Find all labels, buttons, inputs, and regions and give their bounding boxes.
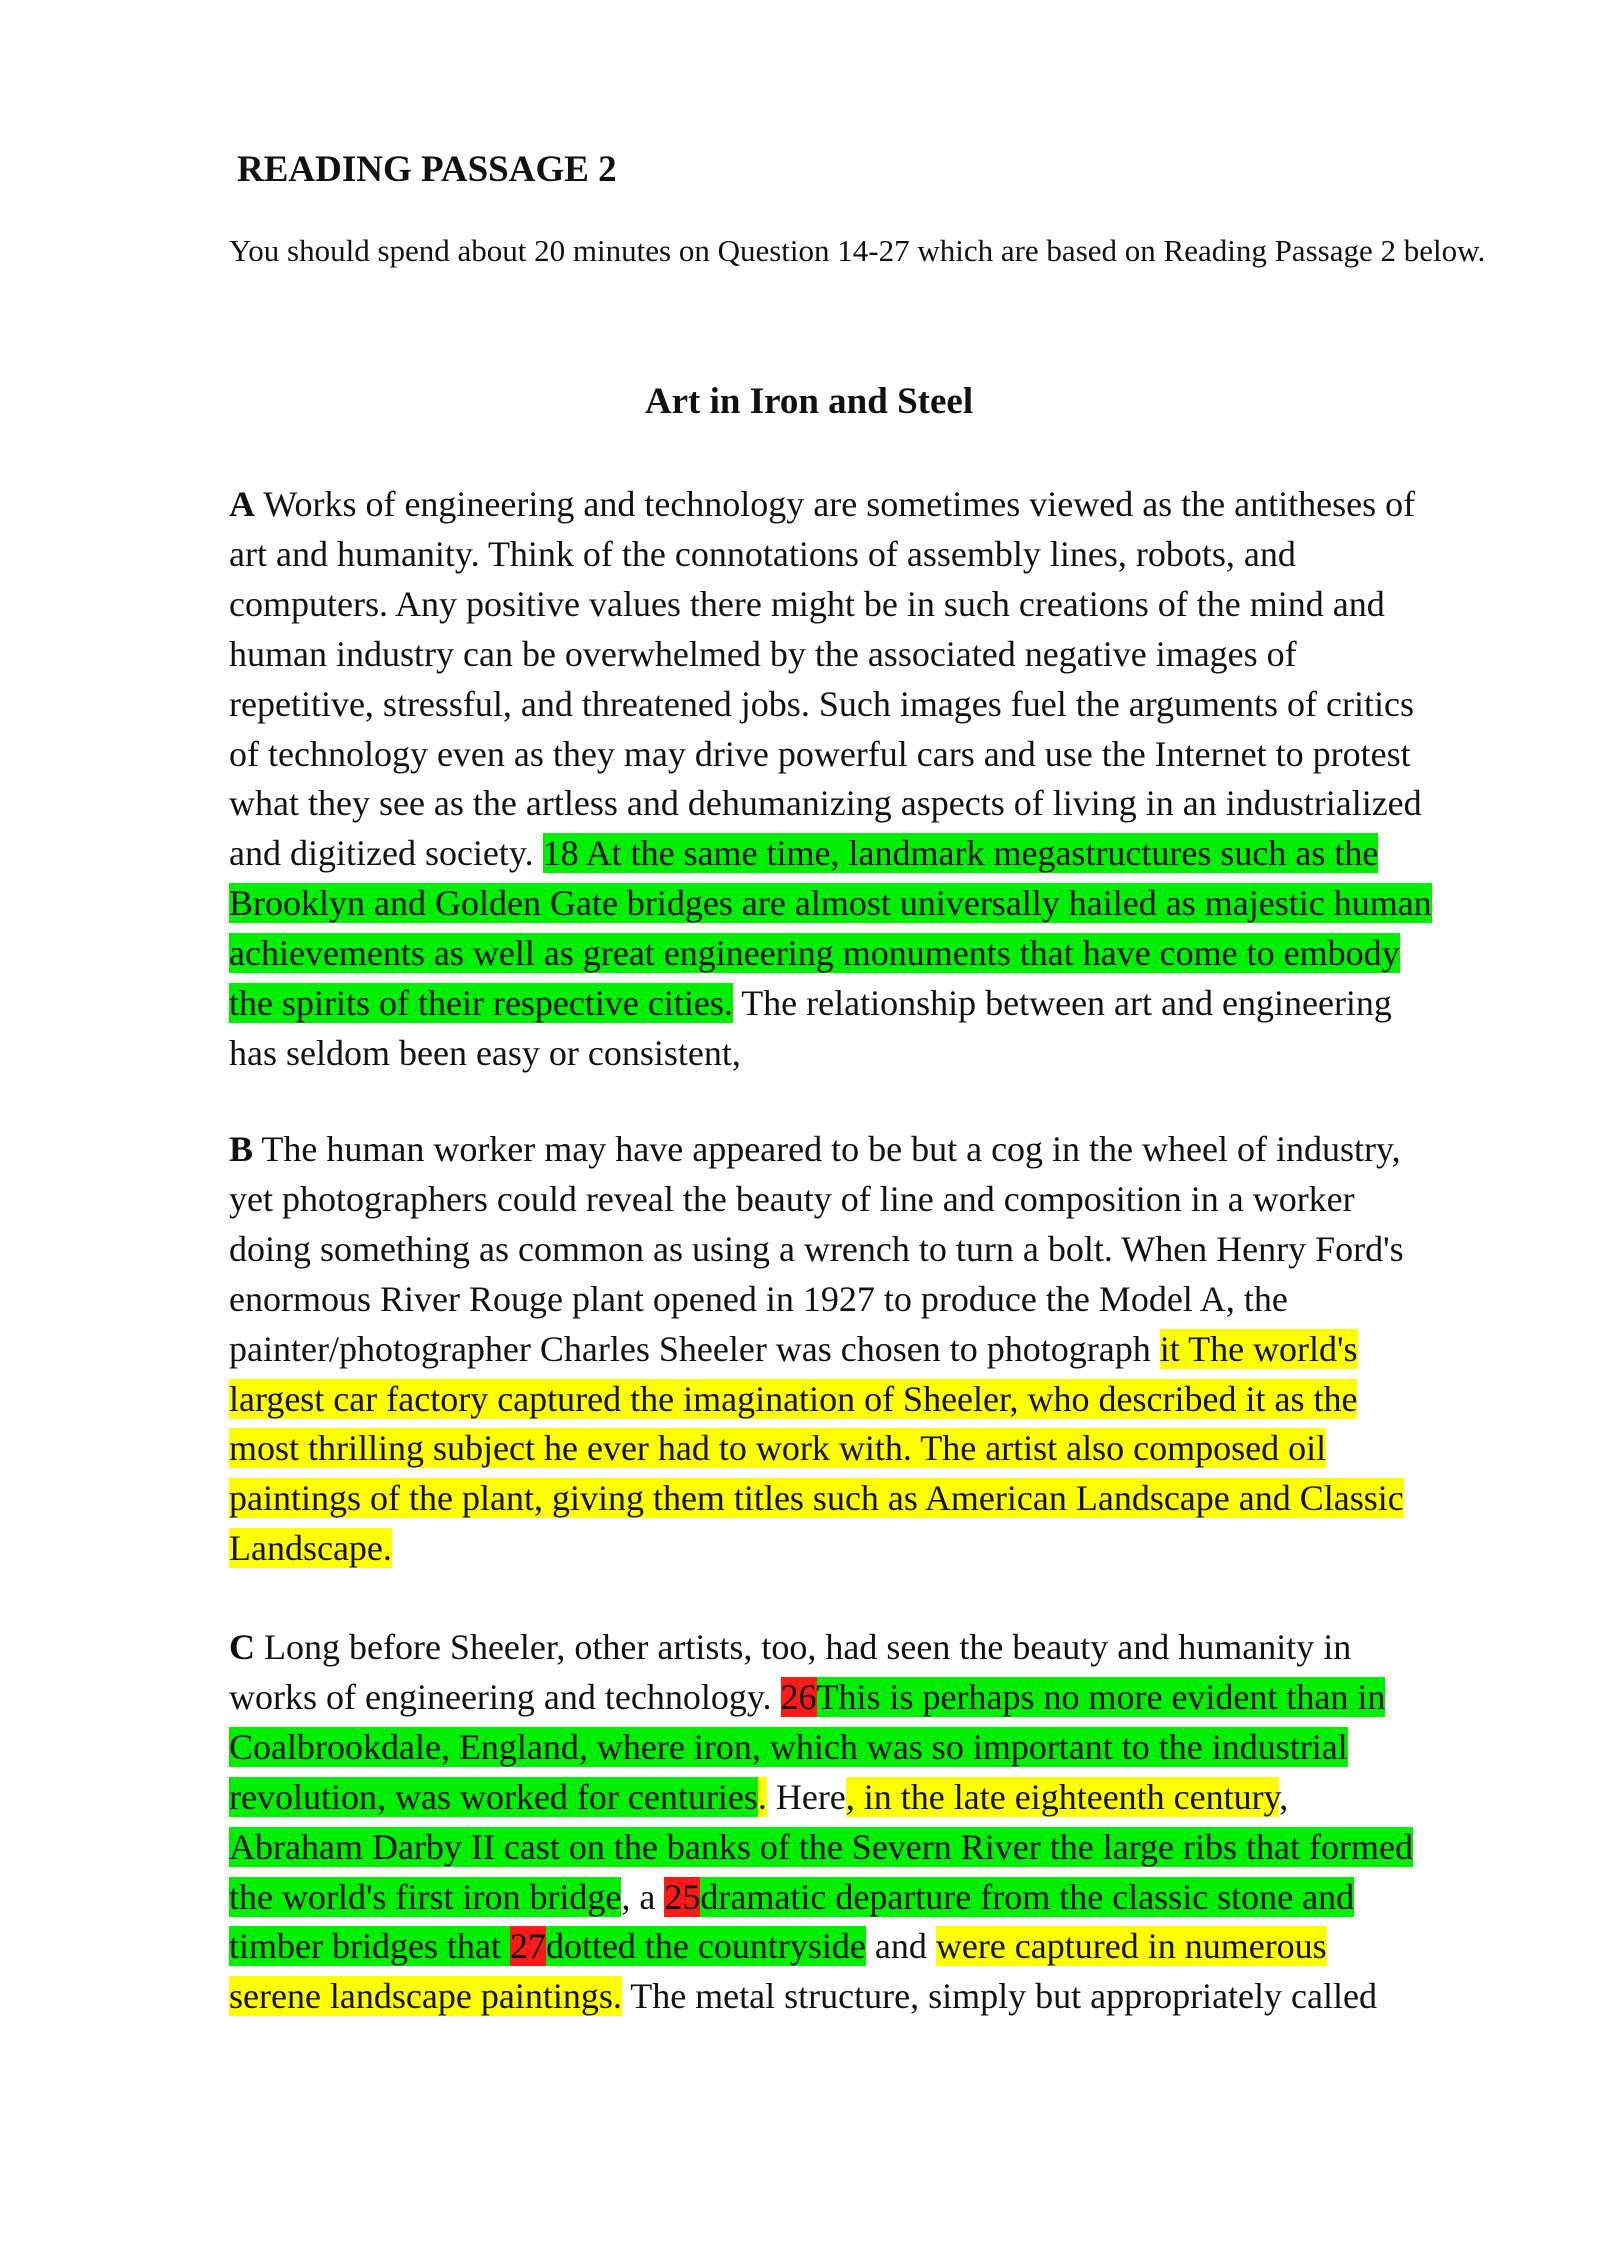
paragraph-line: Here [766, 1776, 846, 1817]
green-highlight: This is perhaps no more evident than in [816, 1676, 1386, 1717]
paragraph-line: and [865, 1926, 936, 1967]
paragraph-a [229, 480, 1519, 1079]
paragraph-line: Works of engineering and technology are sometimes viewed as the antitheses of [263, 484, 1416, 524]
paragraph-line: Long before Sheeler, other artists, too, had seen the beauty and humanity in [264, 1627, 1352, 1667]
paragraph-line: repetitive, stressful, and threatened jobs. Such images fuel the arguments of critics [229, 683, 1414, 724]
green-highlight: Abraham Darby II cast on the banks of the Severn River the large ribs that formed [229, 1826, 1413, 1867]
question-number-marker: 27 [509, 1926, 546, 1967]
green-highlight: dramatic departure from the classic stone and [700, 1876, 1355, 1917]
paragraph-line: doing something as common as using a wrench to turn a bolt. When Henry Ford's [229, 1228, 1404, 1269]
green-highlight: Coalbrookdale, England, where iron, which was so important to the industrial [229, 1726, 1348, 1767]
paragraph-line: of technology even as they may drive powerful cars and use the Internet to protest [229, 733, 1411, 774]
paragraph-line: yet photographers could reveal the beauty of line and composition in a worker [229, 1178, 1355, 1219]
green-highlight: the world's first iron bridge [229, 1876, 622, 1917]
green-highlight: 18 At the same time, landmark megastructures such as the [542, 833, 1379, 874]
paragraph-line: The relationship between art and engineering [732, 983, 1392, 1024]
instructions-text: You should spend about 20 minutes on Question 14-27 which are based on Reading Passage 2 below. [229, 233, 1486, 268]
paragraph-b [229, 1125, 1519, 1574]
paragraph-line: art and humanity. Think of the connotations of assembly lines, robots, and [229, 533, 1296, 574]
paragraph-line: , [1279, 1776, 1289, 1817]
yellow-highlight: it The world's [1159, 1328, 1358, 1369]
paragraph-line: what they see as the artless and dehumanizing aspects of living in an industrialized [229, 783, 1422, 824]
paragraph-line: painter/photographer Charles Sheeler was chosen to photograph [229, 1328, 1160, 1369]
paragraph-line: has seldom been easy or consistent, [229, 1032, 741, 1073]
green-highlight: revolution, was worked for centuries [229, 1776, 758, 1817]
yellow-highlight: were captured in numerous [935, 1926, 1327, 1967]
yellow-highlight: most thrilling subject he ever had to work with. The artist also composed oil [229, 1428, 1327, 1469]
paragraph-line: human industry can be overwhelmed by the associated negative images of [229, 633, 1297, 674]
paragraph-letter: C [229, 1627, 255, 1667]
green-highlight: the spirits of their respective cities. [229, 983, 733, 1024]
yellow-highlight: , in the late eighteenth century [845, 1776, 1280, 1817]
question-number-marker: 25 [664, 1876, 701, 1917]
yellow-highlight: . [757, 1776, 767, 1817]
section-heading: READING PASSAGE 2 [237, 149, 617, 190]
green-highlight: timber bridges that [229, 1926, 510, 1967]
yellow-highlight: paintings of the plant, giving them titles such as American Landscape and Classic [229, 1478, 1404, 1519]
paragraph-letter: B [229, 1129, 254, 1169]
paragraph-line: computers. Any positive values there might be in such creations of the mind and [229, 583, 1385, 624]
green-highlight: Brooklyn and Golden Gate bridges are almost universally hailed as majestic human [229, 883, 1432, 924]
paragraph-letter: A [229, 484, 255, 524]
yellow-highlight: largest car factory captured the imagination of Sheeler, who described it as the [229, 1378, 1358, 1419]
green-highlight: achievements as well as great engineering monuments that have come to embody [229, 933, 1400, 974]
green-highlight: dotted the countryside [545, 1926, 866, 1967]
paragraph-c [229, 1623, 1519, 2022]
paragraph-line: and digitized society. [229, 833, 543, 874]
question-number-marker: 26 [780, 1676, 817, 1717]
paragraph-line: The metal structure, simply but appropriately called [621, 1976, 1377, 2017]
paragraph-line: enormous River Rouge plant opened in 1927 to produce the Model A, the [229, 1278, 1288, 1319]
yellow-highlight: serene landscape paintings. [229, 1976, 622, 2017]
passage-title: Art in Iron and Steel [644, 381, 974, 422]
yellow-highlight: Landscape. [229, 1528, 392, 1569]
paragraph-line: works of engineering and technology. [229, 1676, 781, 1717]
paragraph-line: , a [621, 1876, 665, 1917]
paragraph-line: The human worker may have appeared to be but a cog in the wheel of industry, [261, 1129, 1401, 1169]
